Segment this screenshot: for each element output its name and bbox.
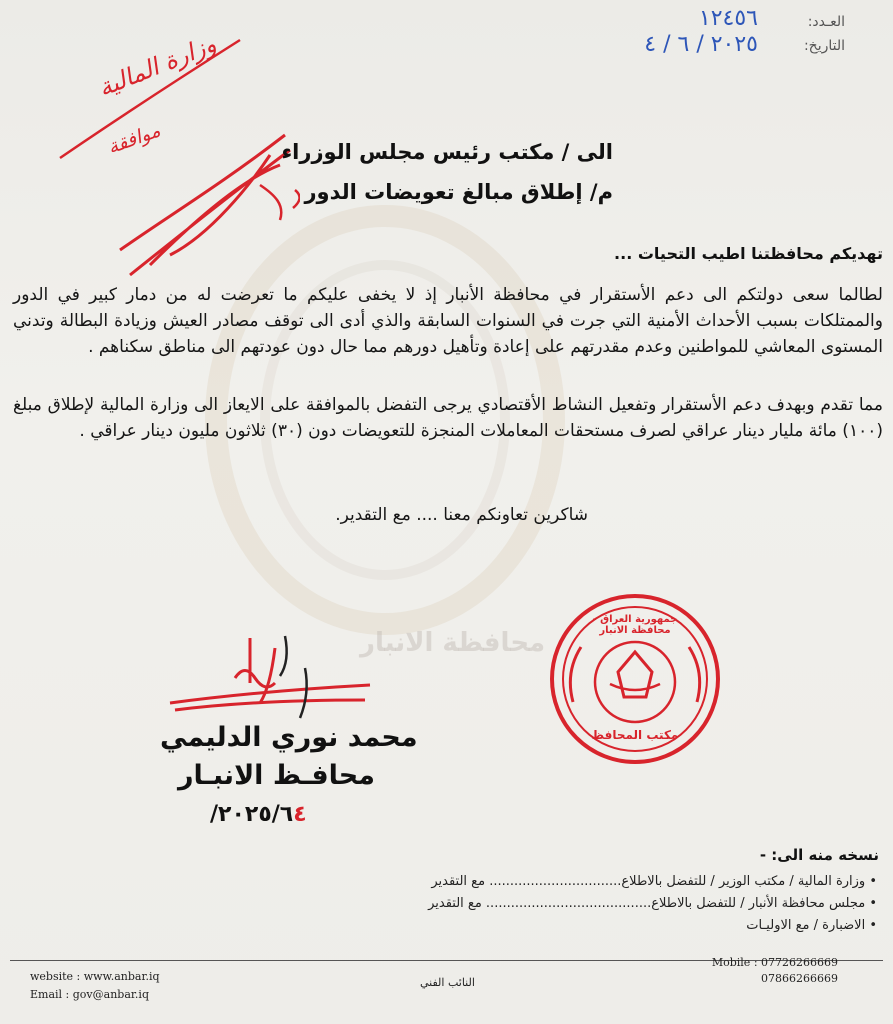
date-value: ٢٠٢٥ / ٦ / ٤ bbox=[644, 32, 758, 57]
number-value: ١٢٤٥٦ bbox=[698, 6, 758, 31]
date-label: التاريخ: bbox=[803, 38, 845, 54]
subject-heading: م/ إطلاق مبالغ تعويضات الدور bbox=[304, 180, 613, 204]
signature-date-day: ٤ bbox=[293, 802, 307, 827]
greeting-line: تهديكم محافظتنا اطيب التحيات ... bbox=[614, 244, 883, 263]
signature-date bbox=[210, 802, 307, 827]
stamp-top-text: جمهورية العراق - محافظة الانبار bbox=[592, 614, 678, 636]
footer-website: website : www.anbar.iq bbox=[30, 970, 160, 983]
closing-line: شاكرين تعاونكم معنا .... مع التقدير. bbox=[335, 505, 588, 525]
number-label: العـدد: bbox=[807, 14, 845, 30]
copy-item: • وزارة المالية / مكتب الوزير / للتفضل بالاطلاع................................ مع التقدير bbox=[431, 874, 877, 889]
signatory-name: محمد نوري الدليمي bbox=[160, 722, 418, 753]
signature-date-rest: /٢٠٢٥/٦ bbox=[210, 802, 294, 827]
watermark-text: محافظة الانبار bbox=[360, 628, 546, 658]
annotation-line-1: وزارة المالية bbox=[94, 29, 220, 103]
body-paragraph-2: مما تقدم وبهدف دعم الأستقرار وتفعيل النشاط الأقتصادي يرجى التفضل بالموافقة على الايعاز الى وزارة المالية لإطلاق مبلغ (١٠٠) مائة مليار دينار عراقي لصرف مستحقات المعاملات المنجزة للتعويضات دون (٣٠) ثلاثون مليون دينار عراقي . bbox=[13, 395, 883, 441]
footer-email: Email : gov@anbar.iq bbox=[30, 988, 149, 1001]
footer-mobile-1: Mobile : 07726266669 bbox=[711, 956, 838, 969]
annotation-underline bbox=[55, 30, 255, 170]
stamp-bottom-text: مكتب المحافظ bbox=[591, 728, 679, 742]
copy-item: • الاضبارة / مع الاوليـات bbox=[746, 918, 877, 933]
addressee-heading: الى / مكتب رئيس مجلس الوزراء bbox=[281, 140, 613, 164]
footer-mobile-2: 07866266669 bbox=[761, 972, 838, 985]
official-stamp bbox=[548, 592, 722, 766]
footer-center: النائب الفني bbox=[420, 976, 475, 989]
body-paragraph-1: لطالما سعى دولتكم الى دعم الأستقرار في محافظة الأنبار إذ لا يخفى عليكم ما تعرضت له من دمار كبير في الدور والممتلكات بسبب الأحداث الأمنية التي جرت في السنوات السابقة والذي أدى الى توقف مصادر العيش وزيادة البطالة وتدني المستوى المعاشي للمواطنين وعدم مقدرتهم على إعادة وتأهيل دورهم مما حال دون عودتهم الى مناطق سكناهم . bbox=[13, 285, 883, 357]
signature-scribble bbox=[165, 628, 375, 728]
annotation-line-2: موافقة bbox=[104, 119, 164, 159]
copy-item: • مجلس محافظة الأنبار / للتفضل بالاطلاع........................................ مع التقدير bbox=[428, 896, 877, 911]
handwritten-annotation bbox=[55, 30, 255, 170]
copies-title: نسخه منه الى: - bbox=[759, 846, 879, 864]
signatory-title: محافـظ الانبـار bbox=[178, 760, 375, 791]
